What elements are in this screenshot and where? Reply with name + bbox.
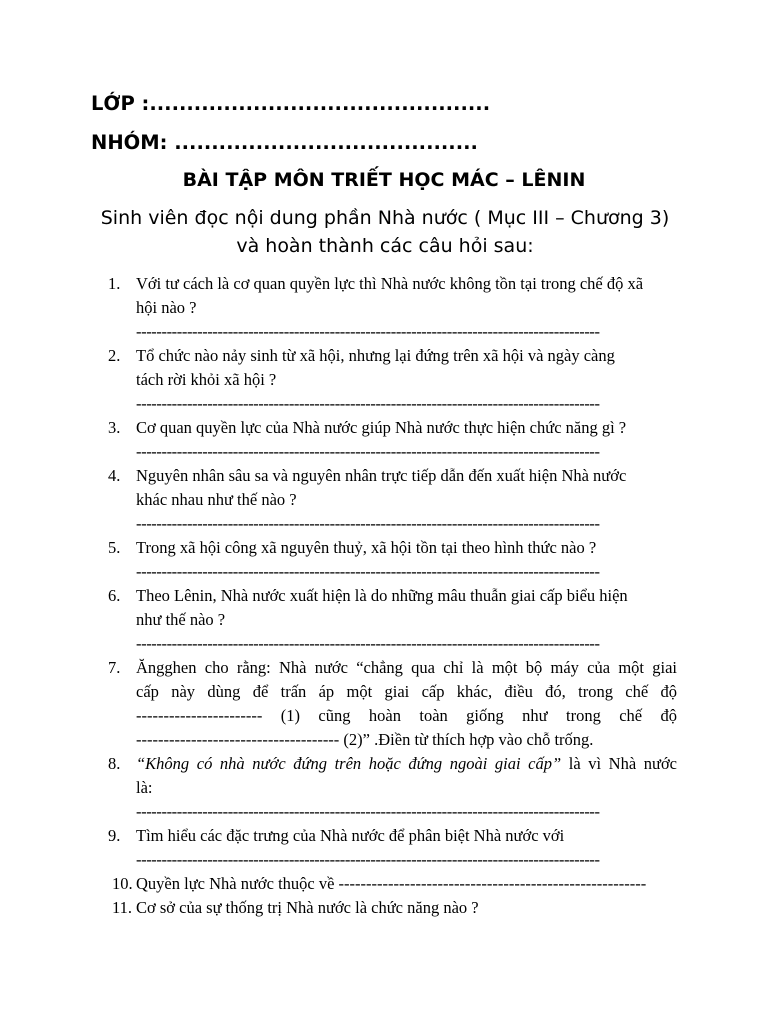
answer-line: ------------------------------------------------------------------------------------------- (136, 322, 600, 341)
question-text: Theo Lênin, Nhà nước xuất hiện là do những mâu thuẫn giai cấp biểu hiện (136, 586, 628, 605)
question-text: Với tư cách là cơ quan quyền lực thì Nhà nước không tồn tại trong chế độ xã (136, 274, 644, 293)
question-number: 11. (112, 898, 133, 917)
question-text: cấp này dùng để trấn áp một giai cấp khác, điều đó, trong chế độ (136, 682, 677, 701)
fill-in-blank-line: ------------------------------------- (2)” .Điền từ thích hợp vào chỗ trống. (136, 730, 594, 749)
question-text: Nguyên nhân sâu sa và nguyên nhân trực tiếp dẫn đến xuất hiện Nhà nước (136, 466, 627, 485)
answer-line: ------------------------------------------------------------------------------------------- (136, 634, 600, 653)
question-number: 9. (108, 826, 121, 845)
question-text: hội nào ? (136, 298, 197, 317)
group-blank: ......................................... (174, 131, 478, 154)
class-field (91, 92, 490, 115)
fill-in-blank-line (136, 704, 677, 728)
question-number: 1. (108, 274, 121, 293)
question-text: Ăngghen cho rằng: Nhà nước “chẳng qua chỉ là một bộ máy của một giai (136, 658, 677, 677)
question-number: 3. (108, 418, 121, 437)
blank-1: ----------------------- (136, 706, 263, 725)
question-text: là: (136, 778, 153, 797)
question-number: 8. (108, 754, 121, 773)
quoted-statement: “Không có nhà nước đứng trên hoặc đứng ngoài giai cấp” (136, 754, 562, 773)
page-title: BÀI TẬP MÔN TRIẾT HỌC MÁC – LÊNIN (182, 169, 586, 191)
class-blank: .............................................. (149, 92, 491, 115)
question-number: 2. (108, 346, 121, 365)
question-number: 7. (108, 658, 121, 677)
question-text: như thế nào ? (136, 610, 226, 629)
question-number: 6. (108, 586, 121, 605)
answer-line: ------------------------------------------------------------------------------------------- (136, 514, 600, 533)
question-text: Trong xã hội công xã nguyên thuỷ, xã hội tồn tại theo hình thức nào ? (136, 538, 597, 557)
question-text: Quyền lực Nhà nước thuộc về -------------------------------------------------------- (136, 874, 647, 893)
answer-line: ------------------------------------------------------------------------------------------- (136, 562, 600, 581)
answer-line: ------------------------------------------------------------------------------------------- (136, 802, 600, 821)
group-label: NHÓM: (91, 131, 175, 154)
question-text: Cơ sở của sự thống trị Nhà nước là chức năng nào ? (136, 898, 479, 917)
question-text: Tổ chức nào nảy sinh từ xã hội, nhưng lại đứng trên xã hội và ngày càng (136, 346, 615, 365)
question-text: Cơ quan quyền lực của Nhà nước giúp Nhà nước thực hiện chức năng gì ? (136, 418, 627, 437)
question-text: Tìm hiểu các đặc trưng của Nhà nước để phân biệt Nhà nước với (136, 826, 565, 845)
question-number: 4. (108, 466, 121, 485)
question-number: 5. (108, 538, 121, 557)
answer-line: ------------------------------------------------------------------------------------------- (136, 442, 600, 461)
answer-line: ------------------------------------------------------------------------------------------- (136, 394, 600, 413)
class-label: LỚP : (91, 92, 150, 115)
question-text: khác nhau như thế nào ? (136, 490, 297, 509)
question-text-rest: là vì Nhà nước (561, 754, 677, 773)
question-number: 10. (112, 874, 133, 893)
instructions: Sinh viên đọc nội dung phần Nhà nước ( Mục III – Chương 3) và hoàn thành các câu hỏi sau: (100, 207, 670, 257)
question-text (136, 752, 677, 776)
question-text: tách rời khỏi xã hội ? (136, 370, 277, 389)
question-text: (1) cũng hoàn toàn giống như trong chế độ (280, 706, 678, 725)
group-field (91, 131, 478, 154)
answer-line: ------------------------------------------------------------------------------------------- (136, 850, 600, 869)
